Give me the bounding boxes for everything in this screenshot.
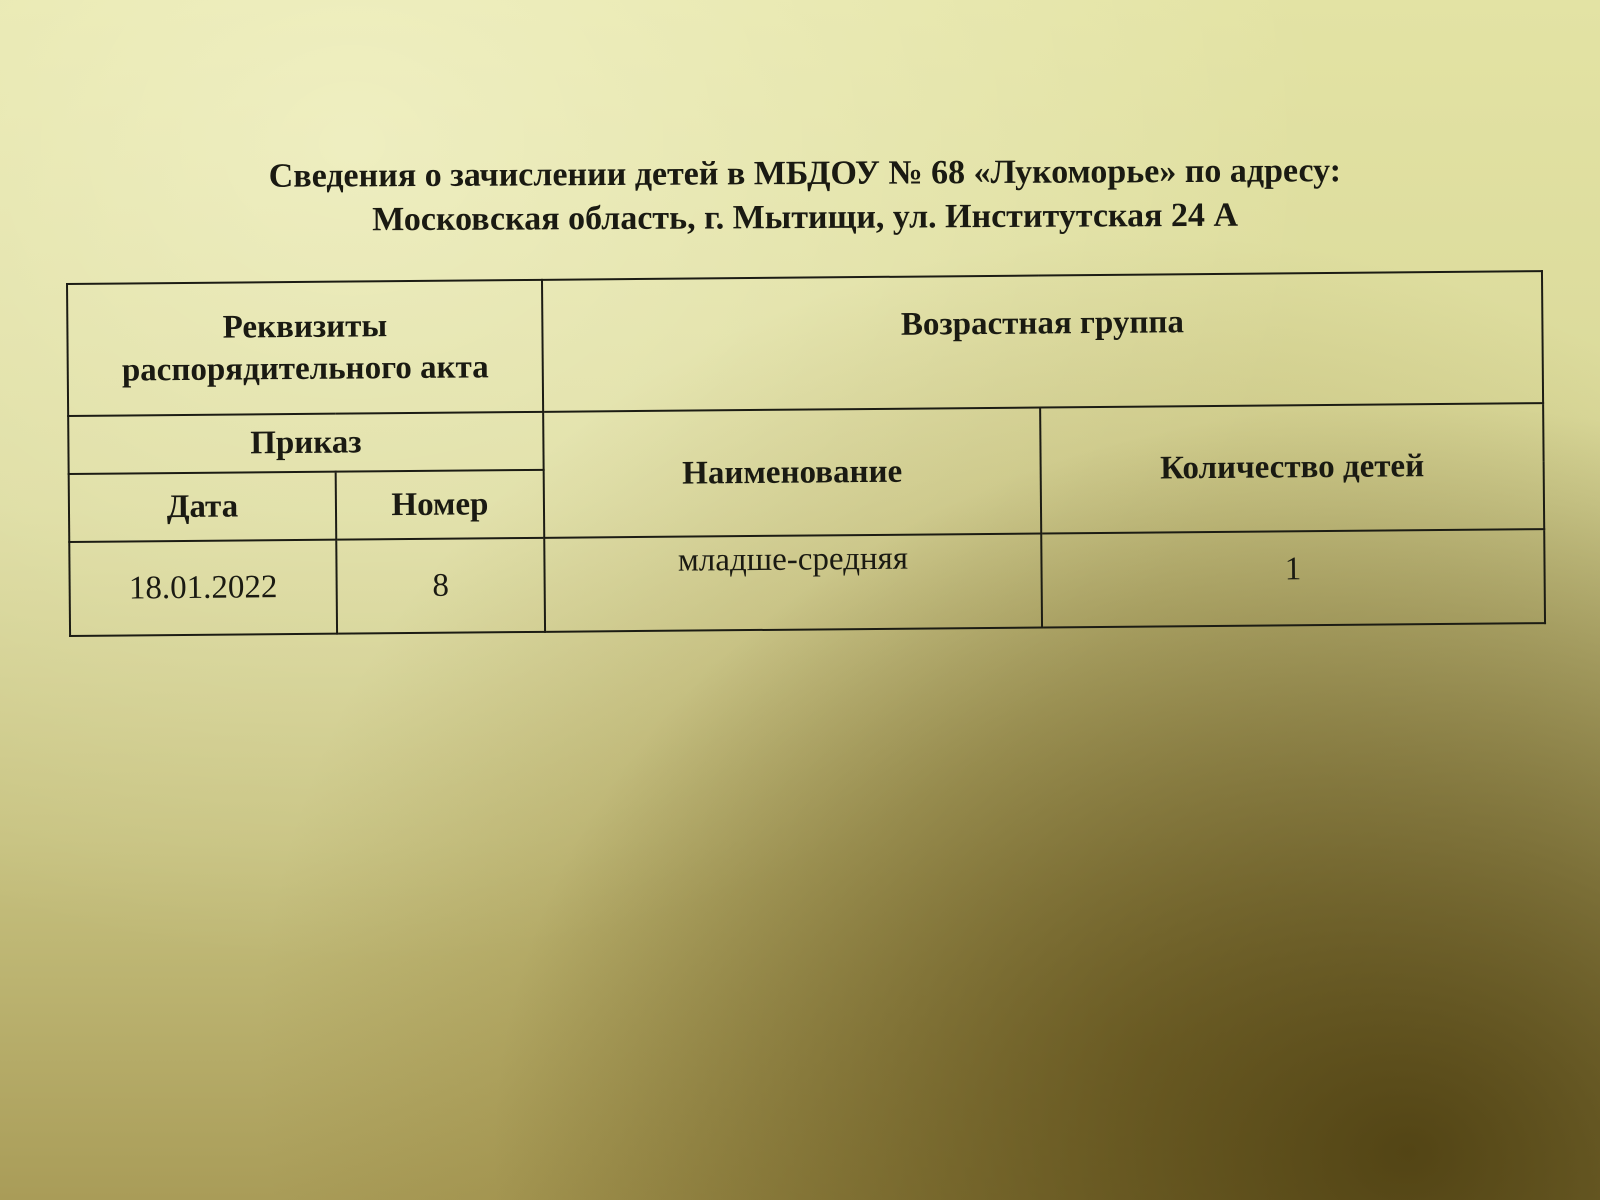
enrollment-table: [66, 270, 1546, 637]
cell-number: 8: [336, 538, 545, 634]
table-row: [69, 529, 1545, 636]
document-title-line-2: Московская область, г. Мытищи, ул. Институтская 24 А: [372, 196, 1239, 239]
header-name: Наименование: [543, 408, 1041, 538]
cell-name: младше-средняя: [544, 533, 1042, 631]
table-header-row-2: [68, 403, 1543, 474]
header-order: Приказ: [68, 412, 543, 474]
document-title-line-1: Сведения о зачислении детей в МБДОУ № 68 «Лукоморье» по адресу:: [268, 152, 1342, 195]
header-requisites: Реквизиты распорядительного акта: [67, 280, 543, 416]
header-date: Дата: [69, 472, 337, 542]
enrollment-table-container: [66, 270, 1544, 637]
table-header-row-1: [67, 271, 1543, 416]
header-age-group: Возрастная группа: [542, 271, 1543, 412]
header-number: Номер: [336, 470, 545, 540]
document-title: [180, 149, 1430, 244]
cell-date: 18.01.2022: [69, 540, 337, 636]
cell-children-count: 1: [1041, 529, 1545, 627]
header-children-count: Количество детей: [1040, 403, 1544, 533]
